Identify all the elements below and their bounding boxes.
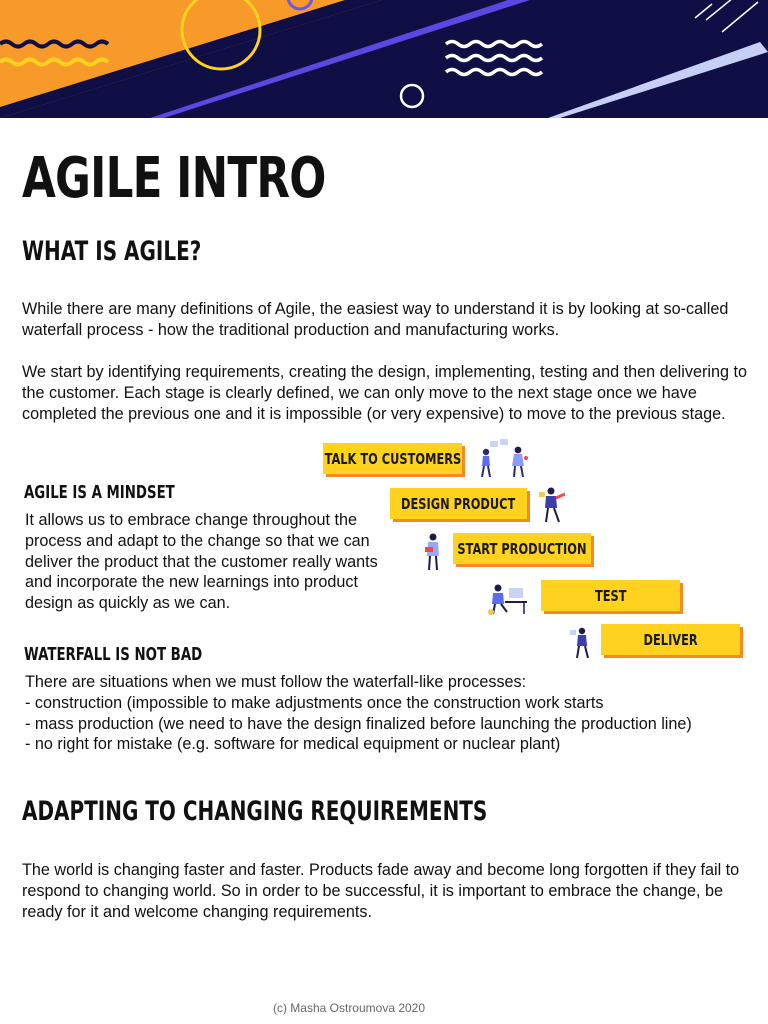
waterfall-situations-list (25, 672, 760, 755)
subheading-agile-mindset: AGILE IS A MINDSET (24, 482, 175, 503)
worker-illustration (421, 532, 447, 572)
people-talking-illustration (474, 438, 534, 480)
step-label: DELIVER (643, 630, 698, 649)
designer-illustration (535, 486, 569, 524)
list-item-no-right-for-mistake: - no right for mistake (e.g. software for medical equipment or nuclear plant) (25, 735, 561, 754)
list-item-mass-production: - mass production (we need to have the design finalized before launching the production line) (25, 714, 692, 733)
step-label: TALK TO CUSTOMERS (324, 449, 461, 468)
list-intro: There are situations when we must follow the waterfall-like processes: (25, 673, 527, 691)
section-heading-adapting: ADAPTING TO CHANGING REQUIREMENTS (22, 796, 488, 827)
header-banner (0, 0, 768, 118)
tester-at-desk-illustration (487, 582, 529, 616)
waterfall-step-design-product (390, 488, 527, 519)
page-title: AGILE INTRO (22, 146, 326, 211)
step-label: DESIGN PRODUCT (401, 494, 516, 513)
adapting-paragraph: The world is changing faster and faster. Products fade away and become long forgotten if they fail to respond to changing world. So in order to be successful, it is important to embrace the change, be ready for it and welcome changing requirements. (22, 861, 740, 921)
waterfall-step-talk-to-customers (323, 443, 462, 474)
subheading-waterfall-not-bad: WATERFALL IS NOT BAD (24, 644, 203, 665)
waterfall-description-paragraph: We start by identifying requirements, creating the design, implementing, testing and then delivering to the customer. Each stage is clearly defined, we can only move to the next stage once we have completed the previous one and it is impossible (or very expensive) to move to the previous stage. (22, 363, 747, 423)
step-label: START PRODUCTION (457, 539, 587, 558)
list-item-construction: - construction (impossible to make adjustments once the construction work starts (25, 693, 604, 712)
copyright-footer: (c) Masha Ostroumova 2020 (272, 1001, 426, 1015)
delivery-person-illustration (568, 626, 594, 660)
section-heading-what-is-agile: WHAT IS AGILE? (22, 236, 202, 267)
waterfall-step-start-production (453, 533, 591, 564)
waterfall-step-test (541, 580, 680, 611)
waterfall-step-deliver (601, 624, 740, 655)
mindset-paragraph: It allows us to embrace change throughout the process and adapt to the change so that we can deliver the product that the customer really wants and incorporate the new learnings into product design as quickly as we can. (25, 511, 378, 613)
step-label: TEST (594, 586, 627, 605)
intro-paragraph: While there are many definitions of Agile, the easiest way to understand it is by looking at so-called waterfall process - how the traditional production and manufacturing works. (22, 300, 729, 339)
